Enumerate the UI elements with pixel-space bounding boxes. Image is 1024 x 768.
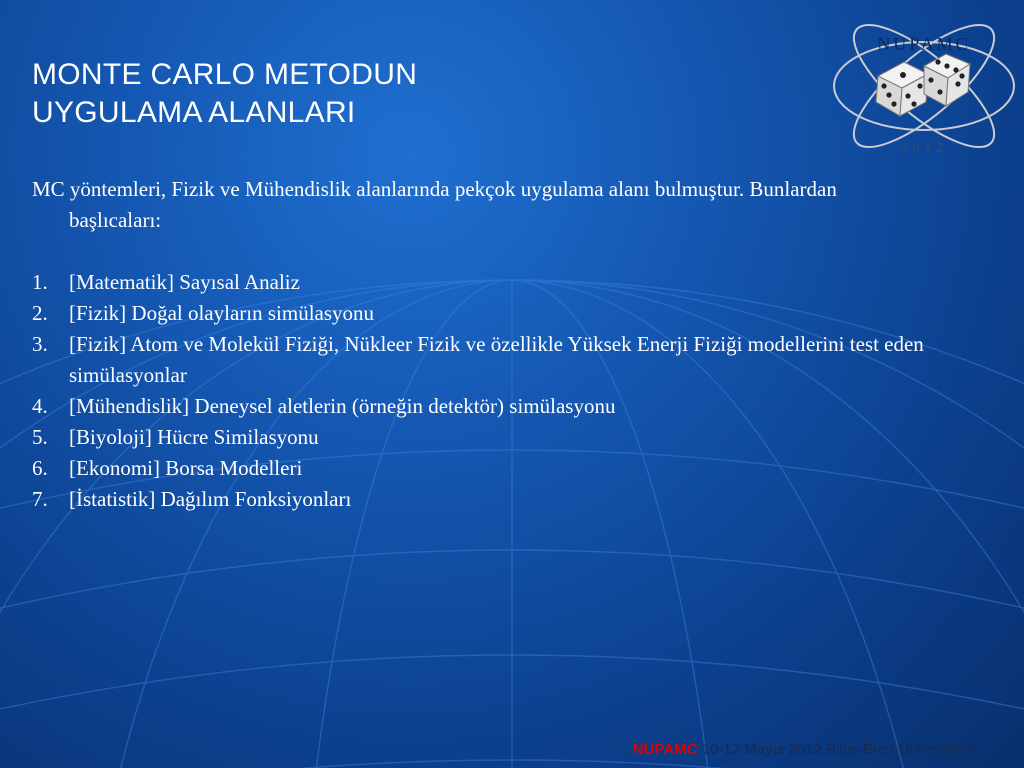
- list-item-number: 7.: [32, 487, 48, 511]
- list-item: [32, 391, 932, 422]
- list-item-number: 1.: [32, 270, 48, 294]
- list-item-text: [Ekonomi] Borsa Modelleri: [69, 456, 303, 480]
- slide-body: [32, 174, 932, 515]
- list-item-number: 3.: [32, 332, 48, 356]
- list-item: [32, 484, 932, 515]
- list-item-text: [Mühendislik] Deneysel aletlerin (örneğin detektör) simülasyonu: [69, 394, 616, 418]
- list-item: [32, 329, 932, 391]
- dice-icon: [924, 54, 970, 106]
- list-item: [32, 298, 932, 329]
- list-item-text: [Fizik] Atom ve Molekül Fiziği, Nükleer Fizik ve özellikle Yüksek Enerji Fiziği modellerini test eden simülasyonlar: [69, 332, 924, 387]
- slide-title: [32, 56, 417, 132]
- list-item-text: [İstatistik] Dağılım Fonksiyonları: [69, 487, 352, 511]
- list-item-number: 4.: [32, 394, 48, 418]
- application-list: [32, 267, 932, 515]
- footer-brand: NUPAMC: [632, 741, 698, 758]
- list-item-text: [Biyoloji] Hücre Similasyonu: [69, 425, 319, 449]
- list-item: [32, 267, 932, 298]
- logo-top-text: NUPAMC: [877, 34, 971, 54]
- list-item-text: [Fizik] Doğal olayların simülasyonu: [69, 301, 375, 325]
- nupamc-logo: [828, 0, 1020, 168]
- list-item: [32, 422, 932, 453]
- logo-year-text: 2012: [901, 140, 947, 156]
- slide-title-line-2: UYGULAMA ALANLARI: [32, 96, 356, 129]
- list-item-number: 6.: [32, 456, 48, 480]
- list-item: [32, 453, 932, 484]
- slide-title-line-1: MONTE CARLO METODUN: [32, 58, 418, 91]
- list-item-text: [Matematik] Sayısal Analiz: [69, 270, 300, 294]
- slide-footer: [633, 741, 976, 758]
- dice-icon: [876, 62, 928, 116]
- intro-text: MC yöntemleri, Fizik ve Mühendislik alanlarında pekçok uygulama alanı bulmuştur. Bunlardan başlıcaları:: [32, 177, 837, 232]
- list-item-number: 2.: [32, 301, 48, 325]
- footer-text: 10-12 Mayıs 2012 Bitlis-Eren Üniversitesi: [701, 741, 976, 758]
- list-item-number: 5.: [32, 425, 48, 449]
